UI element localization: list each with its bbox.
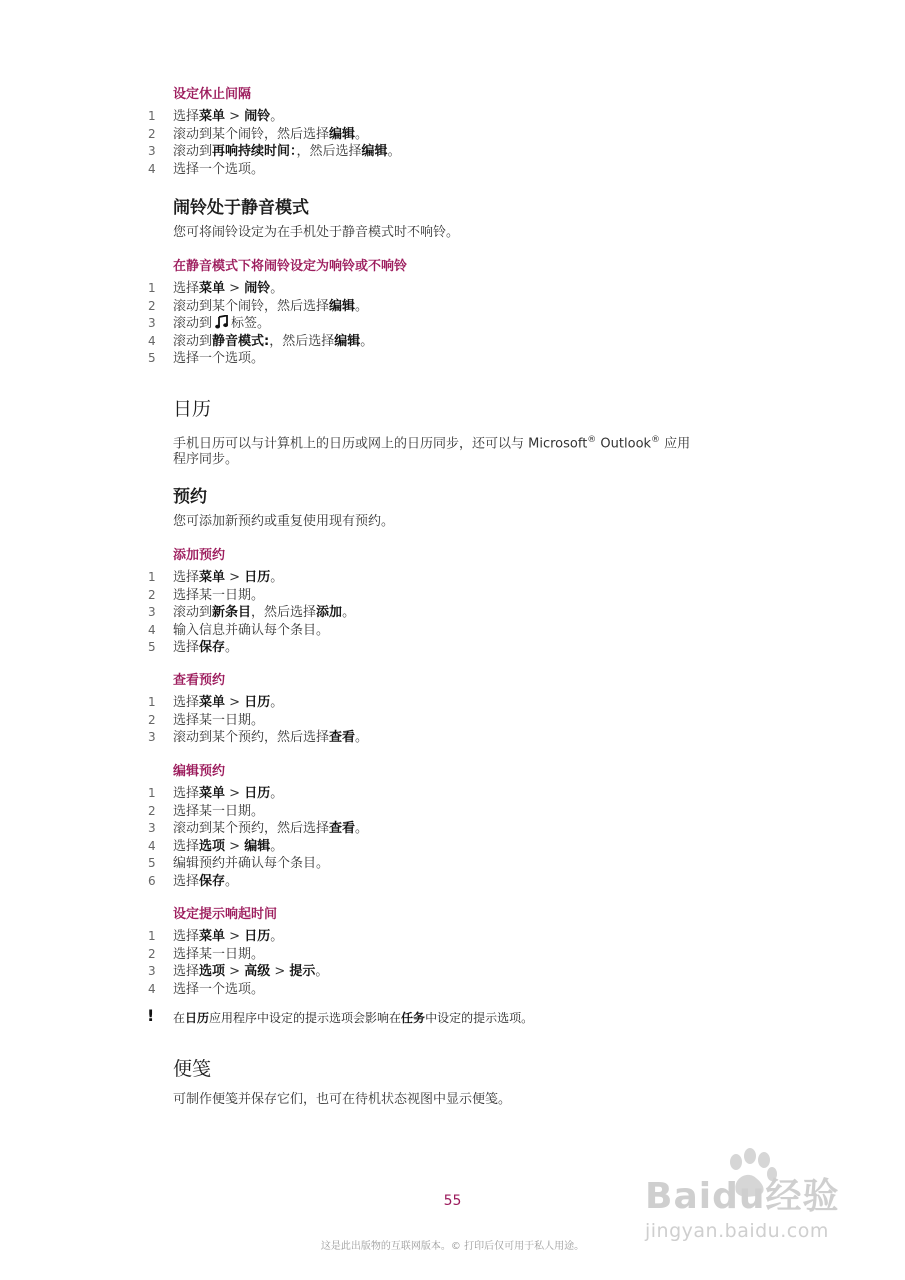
step-text [173,640,238,655]
bold-term: 菜单 [199,109,226,124]
step-number: 2 [148,587,156,602]
step-number: 4 [148,838,156,853]
bold-term: 选项 [199,838,226,854]
text-run: 选择某一日期。 [173,803,265,819]
list-item: 2 滚动到某个闹铃，然后选择编辑。 [148,298,369,314]
bold-term: 查看 [329,821,356,836]
list-item [148,143,401,161]
step-text [173,821,368,836]
step-text [173,144,401,159]
bold-term: 再响持续时间： [212,144,297,159]
text-run: 。 [387,144,401,159]
bold-term: 菜单 [199,929,226,944]
step-number: 1 [148,786,156,800]
step-text [173,730,368,745]
step-text [173,786,283,801]
text-run: > [225,964,245,979]
text-run: 选择 [173,786,200,801]
list-item [148,928,328,946]
subheading-edit-appointment: 编辑预约 [173,764,226,779]
text-run: 选择 [173,570,200,585]
baidu-logo: Baidu经验 [645,1176,840,1217]
bold-term: 编辑 [244,838,271,854]
step-text [173,605,355,620]
bold-term: 静音模式: [212,333,270,349]
step-number: 1 [148,109,156,123]
step-number: 2 [148,803,156,818]
subheading-add-appointment: 添加预约 [173,548,226,563]
calendar-description: 手机日历可以与计算机上的日历或网上的日历同步，还可以与 Microsoft® Outlook® 应用 [173,435,691,452]
text-run: 选择 [173,695,200,710]
text-run: 。 [270,570,284,585]
text-run: 输入信息并确认每个条目。 [173,622,330,638]
heading-appointments: 预约 [173,487,207,507]
step-number: 2 [148,712,156,727]
bold-term: 菜单 [199,281,226,296]
bold-term: 日历 [244,929,271,944]
steps-snooze [148,108,401,178]
text-run: 选择 [173,281,200,296]
text-run: 滚动到 [173,144,213,159]
list-item [148,785,368,803]
bold-term: 提示 [289,964,316,979]
list-item [148,820,369,838]
step-text [173,947,264,962]
subheading-snooze: 设定休止间隔 [173,87,252,102]
text-run: 选择某一日期。 [173,712,265,728]
reminder-note [173,1010,533,1026]
text-run: ，然后选择 [251,605,317,620]
bold-term: 编辑 [329,126,356,142]
text-run: 。 [315,964,329,979]
list-item [148,946,328,964]
text-run: 。 [355,126,369,142]
text-run: ，然后选择 [269,333,335,349]
step-text [173,570,283,585]
bold-term: 日历 [244,570,271,585]
list-item: 5 选择一个选项。 [148,351,265,366]
steps-reminder [148,928,329,998]
text-run: 选择 [173,640,200,655]
text-run: 。 [355,298,369,314]
bold-term: 菜单 [199,695,226,710]
bold-term: 添加 [316,605,343,620]
step-text [173,127,368,142]
bold-term: 菜单 [199,570,226,585]
text-run: 选择某一日期。 [173,587,265,603]
text-run: 。 [270,695,284,710]
list-item [148,108,401,126]
bold-term: 保存 [199,873,226,889]
bold-term: 编辑 [334,333,361,349]
text-run: 滚动到 [173,333,213,349]
text-run: 。 [355,730,369,745]
text-run: 编辑预约并确认每个条目。 [173,856,330,871]
heading-silent-mode: 闹铃处于静音模式 [173,198,309,218]
steps-silent [148,280,374,368]
bold-term: 查看 [329,730,356,745]
text-run: 。 [225,873,239,889]
step-text [173,162,264,177]
list-item: 1 选择菜单 > 闹铃。 [148,281,284,296]
step-number: 1 [148,570,156,584]
text-run: > [270,964,290,979]
heading-calendar: 日历 [173,398,212,420]
subheading-view-appointment: 查看预约 [173,673,226,688]
text-run: 选择 [173,929,200,944]
appointments-description: 您可添加新预约或重复使用现有预约。 [173,514,395,529]
step-text [173,588,264,603]
step-number: 3 [148,605,156,619]
steps-add [148,569,356,657]
list-item [148,694,368,712]
list-item [148,587,355,605]
step-text [173,964,328,979]
list-item [148,126,401,144]
bold-term: 编辑 [361,144,388,159]
list-item [148,873,368,891]
bold-term: 任务 [401,1011,426,1025]
bold-term: 日历 [185,1011,210,1025]
text-run: > [225,570,245,585]
bold-term: 高级 [244,964,271,979]
step-text [173,695,283,710]
text-run: 滚动到某个闹铃，然后选择 [173,298,330,314]
text-run: 应用程序中设定的提示选项会影响在 [209,1011,402,1025]
steps-view [148,694,369,747]
text-run: 。 [270,281,284,296]
step-number: 3 [148,821,156,835]
step-text [173,856,329,871]
step-number: 3 [148,144,156,158]
text-run: 。 [225,640,239,655]
bold-term: 编辑 [329,298,356,314]
text-run: 。 [355,821,369,836]
text-run: 中设定的提示选项。 [425,1011,534,1025]
text-run: 选择 [173,838,200,854]
text-run: 选择某一日期。 [173,946,265,962]
notes-description: 可制作便笺并保存它们，也可在待机状态视图中显示便笺。 [173,1092,512,1107]
step-text [173,839,283,854]
bold-term: 闹铃 [244,281,271,296]
text-run: 。 [360,333,374,349]
text-run: > [225,838,245,854]
bold-term: 日历 [244,786,271,801]
step-text [173,982,264,997]
step-number: 4 [148,981,156,996]
text-run: 。 [270,786,284,801]
text-run: 滚动到某个预约，然后选择 [173,730,330,745]
text-run: 选择一个选项。 [173,351,265,366]
watermark-url: jingyan.baidu.com [645,1220,829,1242]
list-item [148,622,355,640]
bold-term: 选项 [199,964,226,979]
text-run: 。 [270,109,284,124]
text-run: 选择 [173,873,200,889]
step-number: 2 [148,126,156,141]
text-run: ，然后选择 [296,144,362,159]
bold-term: 保存 [199,640,226,655]
text-run: > [225,695,245,710]
bold-term: 菜单 [199,786,226,801]
text-run: 选择 [173,109,200,124]
text-run: 滚动到 [173,605,213,620]
step-number: 3 [148,964,156,978]
step-number: 4 [148,161,156,176]
list-item [148,712,368,730]
step-text [173,109,283,124]
step-text [173,874,238,889]
list-item [148,604,356,622]
step-number: 6 [148,873,156,888]
text-run: 。 [342,605,356,620]
text-run: 在 [173,1011,186,1025]
list-item: 3 滚动到 标签。 [173,315,373,333]
subheading-silent: 在静音模式下将闹铃设定为响铃或不响铃 [173,259,408,274]
list-item [148,981,328,999]
text-run: > [225,929,245,944]
step-number: 4 [148,622,156,637]
step-text [173,804,264,819]
footer-text: 这是此出版物的互联网版本。© 打印后仅可用于私人用途。 [320,1241,585,1252]
step-text [173,623,329,638]
text-run: 。 [270,838,284,854]
text-run: 滚动到某个闹铃，然后选择 [173,126,330,142]
list-item [148,963,329,981]
list-item [148,569,355,587]
text-run: > [225,786,245,801]
step-number: 5 [148,640,156,654]
text-run: 选择 [173,964,200,979]
text-run: 。 [270,929,284,944]
list-item [148,855,368,873]
baidu-watermark [640,1148,860,1258]
list-item [148,803,368,821]
subheading-reminder: 设定提示响起时间 [173,907,278,922]
step-number: 3 [148,730,156,744]
list-item [148,161,401,179]
list-item [148,838,368,856]
step-text [173,929,283,944]
list-item: 4 滚动到静音模式:，然后选择编辑。 [148,333,374,349]
step-number: 2 [148,946,156,961]
text-run: 选择一个选项。 [173,161,265,177]
text-run: 滚动到某个预约，然后选择 [173,821,330,836]
silent-description: 您可将闹铃设定为在手机处于静音模式时不响铃。 [173,225,460,240]
exclamation-icon: ! [147,1006,155,1025]
list-item [148,639,355,657]
text-run: > [225,109,245,124]
bold-term: 日历 [244,695,271,710]
step-text [173,713,264,728]
step-number: 1 [148,695,156,709]
bold-term: 闹铃 [244,109,271,124]
step-number: 5 [148,856,156,870]
bold-term: 新条目 [212,605,252,620]
page-number: 55 [443,1193,462,1209]
text-run: > [225,281,245,296]
calendar-description-line2: 程序同步。 [173,452,239,467]
heading-notes: 便笺 [173,1058,212,1080]
steps-edit [148,785,369,890]
list-item [148,729,369,747]
step-number: 1 [148,929,156,943]
text-run: 选择一个选项。 [173,981,265,997]
